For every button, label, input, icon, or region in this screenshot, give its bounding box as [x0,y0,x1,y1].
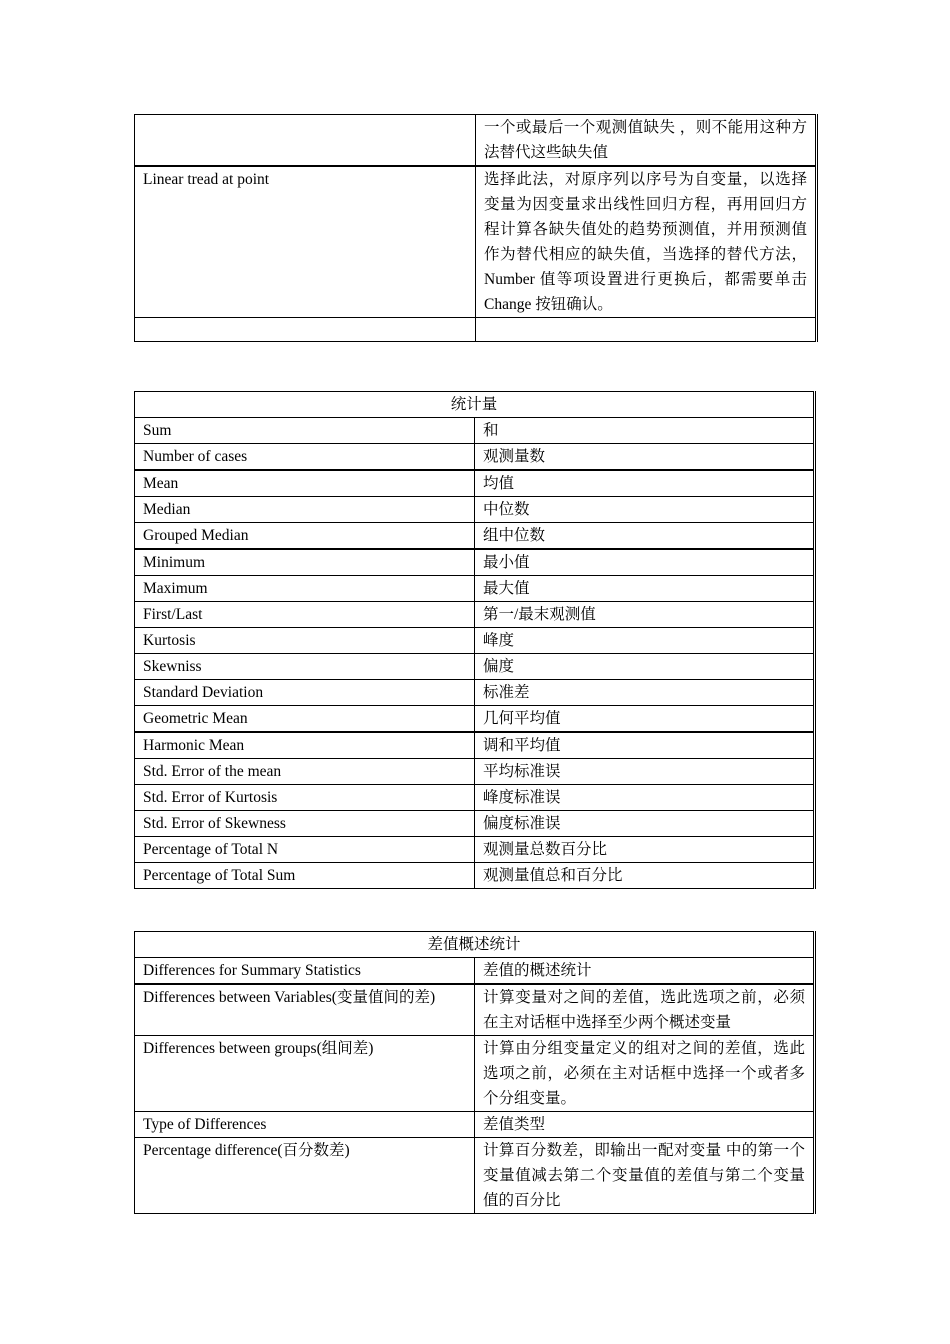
table-cell-right: 均值 [475,470,815,497]
table-cell-right: 差值的概述统计 [475,958,815,985]
table-row [135,706,815,733]
table-row [135,497,815,523]
table-header-row [135,392,815,418]
table-cell-right [476,318,817,342]
table-row [135,680,815,706]
table-cell-right: 最大值 [475,576,815,602]
table-cell-right: 选择此法，对原序列以序号为自变量，以选择变量为因变量求出线性回归方程，再用回归方程计算各缺失值处的趋势预测值，并用预测值作为替代相应的缺失值，当选择的替代方法，Number 值等项设置进行更换后，都需要单击 Change 按钮确认。 [476,166,817,318]
table-cell-left: Grouped Median [135,523,475,550]
table-row [135,759,815,785]
table-row [135,1036,815,1112]
table-cell-left: Differences for Summary Statistics [135,958,475,985]
table-row [135,785,815,811]
table-cell-right: 调和平均值 [475,732,815,759]
table-cell-left [135,318,476,342]
missing-values-table [134,114,818,342]
table-row [135,444,815,471]
differences-table [134,931,816,1214]
table-cell-right: 偏度 [475,654,815,680]
table-cell-left: Number of cases [135,444,475,471]
table-cell-right: 最小值 [475,549,815,576]
table-cell-left: Harmonic Mean [135,732,475,759]
table-cell-left: Std. Error of Skewness [135,811,475,837]
table-cell-right: 一个或最后一个观测值缺失 ，则不能用这种方法替代这些缺失值 [476,115,817,167]
table-cell-left: Mean [135,470,475,497]
table-row [135,166,817,318]
table-row [135,549,815,576]
table-header: 差值概述统计 [135,932,815,958]
table-cell-right: 计算百分数差，即输出一配对变量 中的第一个变量值减去第二个变量值的差值与第二个变量值的百分比 [475,1138,815,1214]
table-cell-left: Differences between groups(组间差) [135,1036,475,1112]
table-cell-right: 偏度标准误 [475,811,815,837]
table-cell-right: 观测量值总和百分比 [475,863,815,889]
table-row [135,1138,815,1214]
table-row [135,418,815,444]
table-row [135,654,815,680]
table-cell-left: Geometric Mean [135,706,475,733]
table-cell-right: 差值类型 [475,1112,815,1138]
table-cell-right: 计算变量对之间的差值，选此选项之前，必须在主对话框中选择至少两个概述变量 [475,984,815,1036]
table-cell-left: Maximum [135,576,475,602]
table-cell-left: Minimum [135,549,475,576]
table-cell-left: Skewniss [135,654,475,680]
table-row [135,602,815,628]
table-cell-left: Percentage of Total N [135,837,475,863]
table-cell-right: 和 [475,418,815,444]
table-cell-right: 平均标准误 [475,759,815,785]
table-cell-left: Standard Deviation [135,680,475,706]
table-cell-left: Kurtosis [135,628,475,654]
table-cell-right: 中位数 [475,497,815,523]
table-row [135,523,815,550]
table-row [135,863,815,889]
table-header: 统计量 [135,392,815,418]
table-cell-right: 标准差 [475,680,815,706]
table-cell-right: 第一/最末观测值 [475,602,815,628]
table-cell-left: Median [135,497,475,523]
table-cell-left: Linear tread at point [135,166,476,318]
table-row [135,732,815,759]
table-cell-right: 峰度标准误 [475,785,815,811]
table-cell-left: Percentage difference(百分数差) [135,1138,475,1214]
table-header-row [135,932,815,958]
table-cell-left: Type of Differences [135,1112,475,1138]
table-row [135,470,815,497]
table-cell-left: First/Last [135,602,475,628]
table-cell-left: Std. Error of the mean [135,759,475,785]
table-cell-right: 计算由分组变量定义的组对之间的差值，选此选项之前，必须在主对话框中选择一个或者多个分组变量。 [475,1036,815,1112]
table-cell-left: Std. Error of Kurtosis [135,785,475,811]
table-cell-right: 观测量总数百分比 [475,837,815,863]
table-row [135,958,815,985]
table-row [135,628,815,654]
table-cell-right: 组中位数 [475,523,815,550]
table-cell-right: 观测量数 [475,444,815,471]
table-row [135,1112,815,1138]
table-cell-left [135,115,476,167]
table-row [135,984,815,1036]
statistics-table [134,391,816,889]
table-row [135,115,817,167]
table-row [135,318,817,342]
table-row [135,837,815,863]
table-cell-right: 峰度 [475,628,815,654]
table-row [135,811,815,837]
table-row [135,576,815,602]
table-cell-right: 几何平均值 [475,706,815,733]
table-cell-left: Differences between Variables(变量值间的差) [135,984,475,1036]
table-cell-left: Sum [135,418,475,444]
table-cell-left: Percentage of Total Sum [135,863,475,889]
